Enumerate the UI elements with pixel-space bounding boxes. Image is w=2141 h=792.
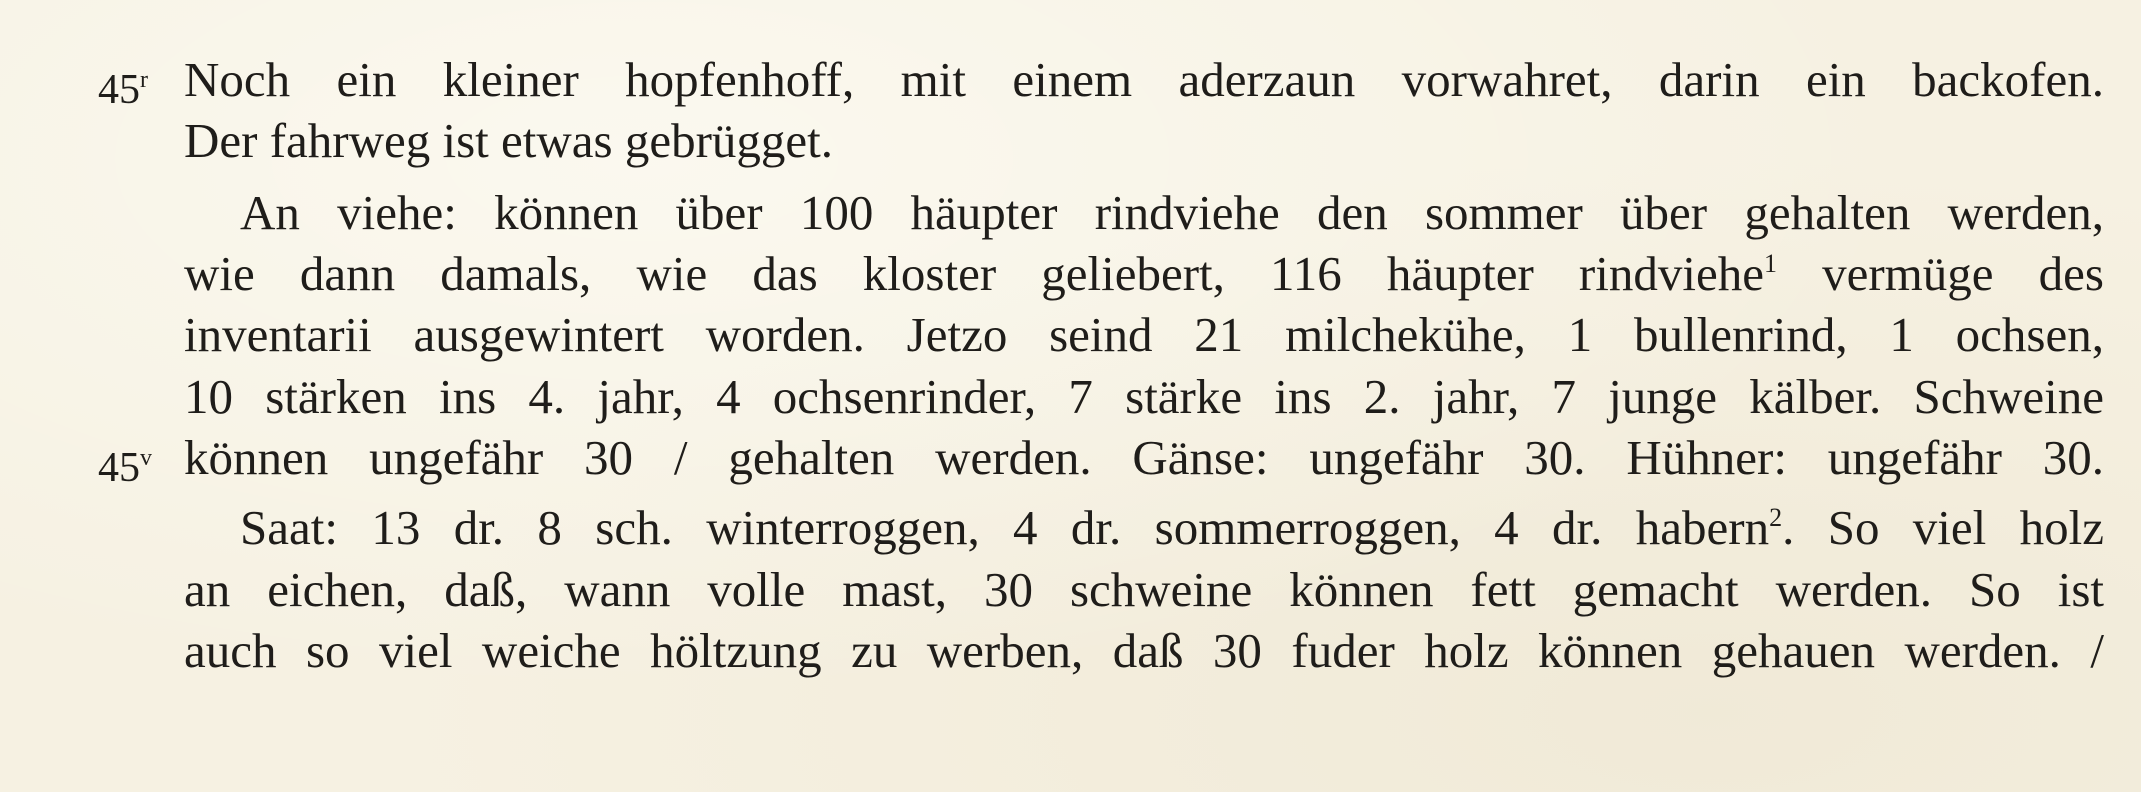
text-segment: . So viel holz xyxy=(1782,500,2104,555)
footnote-marker-1: 1 xyxy=(1763,249,1777,278)
text-line-7: können ungefähr 30 / gehalten werden. Gänse: ungefähr 30. Hühner: ungefähr 30. xyxy=(184,430,2104,485)
text-line-8 xyxy=(240,500,2104,556)
text-line-9: an eichen, daß, wann volle mast, 30 schweine können fett gemacht werden. So ist xyxy=(184,562,2104,617)
text-line-3: An viehe: können über 100 häupter rindviehe den sommer über gehalten werden, xyxy=(240,185,2104,240)
folio-marker-45r xyxy=(98,52,148,118)
text-line-10: auch so viel weiche höltzung zu werben, daß 30 fuder holz können gehauen werden. / xyxy=(184,623,2104,678)
text-line-5: inventarii ausgewintert worden. Jetzo seind 21 milchekühe, 1 bullenrind, 1 ochsen, xyxy=(184,307,2104,362)
text-segment: vermüge des xyxy=(1776,246,2104,301)
text-line-4 xyxy=(184,246,2104,302)
text-segment: wie dann damals, wie das kloster geliebert, 116 häupter rindviehe xyxy=(184,246,1764,301)
text-line-2: Der fahrweg ist etwas gebrügget. xyxy=(184,113,834,168)
folio-number: 45 xyxy=(98,67,140,113)
folio-number: 45 xyxy=(98,445,140,491)
folio-side: v xyxy=(140,445,152,471)
text-segment: Saat: 13 dr. 8 sch. winterroggen, 4 dr. sommerroggen, 4 dr. habern xyxy=(240,500,1770,555)
folio-marker-45v xyxy=(98,430,152,496)
text-line-6: 10 stärken ins 4. jahr, 4 ochsenrinder, 7 stärke ins 2. jahr, 7 junge kälber. Schweine xyxy=(184,369,2104,424)
footnote-marker-2: 2 xyxy=(1769,503,1783,532)
folio-side: r xyxy=(140,67,148,93)
text-line-1: Noch ein kleiner hopfenhoff, mit einem aderzaun vorwahret, darin ein backofen. xyxy=(184,52,2104,107)
